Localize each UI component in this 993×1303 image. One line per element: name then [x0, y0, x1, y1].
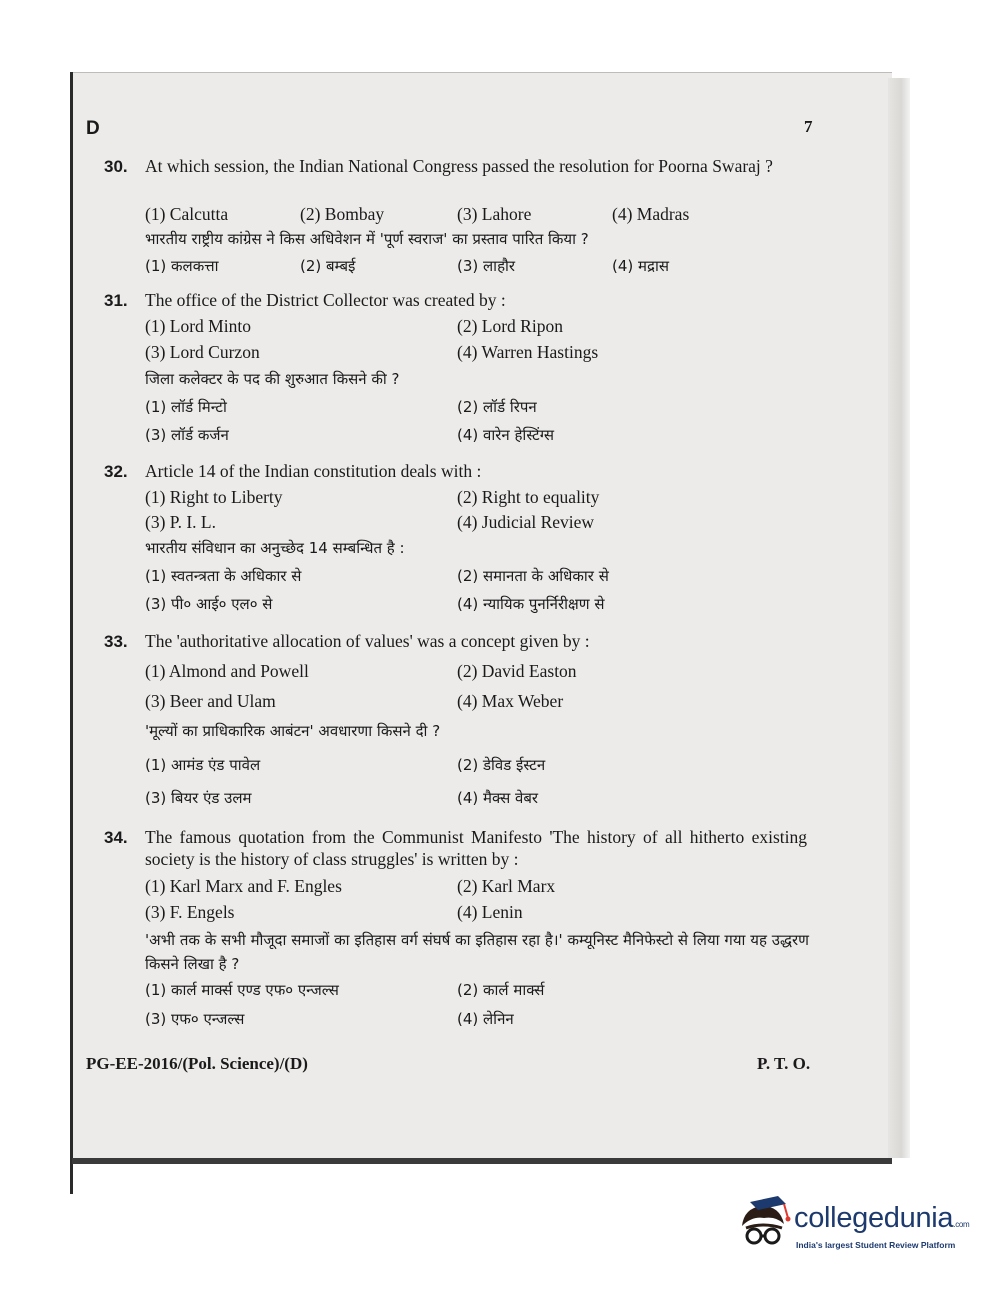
please-turn-over: P. T. O.	[757, 1054, 811, 1073]
option-en: (3) P. I. L.	[145, 512, 216, 532]
option-hi: (3) एफ० एन्जल्स	[145, 1010, 245, 1028]
option-en: (1) Lord Minto	[145, 316, 251, 336]
question-text-en: The 'authoritative allocation of values' was a concept given by :	[145, 631, 590, 651]
question-text-hi: 'अभी तक के सभी मौजूदा समाजों का इतिहास वर्ग संघर्ष का इतिहास रहा है।' कम्यूनिस्ट मैनिफेस्टो से लिया गया यह उद्धरण किसने लिखा है ?	[145, 931, 809, 973]
option-hi: (2) कार्ल मार्क्स	[457, 981, 545, 999]
option-hi: (3) लॉर्ड कर्जन	[145, 426, 229, 444]
option-en: (4) Warren Hastings	[457, 342, 599, 362]
question-text-hi: जिला कलेक्टर के पद की शुरुआत किसने की ?	[145, 370, 400, 388]
option-en: (2) Lord Ripon	[457, 316, 563, 336]
option-hi: (3) बियर एंड उलम	[145, 789, 252, 807]
option-hi: (3) लाहौर	[457, 257, 516, 275]
option-en: (3) F. Engels	[145, 902, 235, 922]
brand-tagline: India's largest Student Review Platform	[796, 1240, 956, 1250]
page-number: 7	[804, 117, 813, 136]
option-hi: (4) लेनिन	[457, 1010, 514, 1028]
question-text-en: At which session, the Indian National Congress passed the resolution for Poorna Swaraj ?	[145, 156, 773, 176]
question-number: 34.	[104, 828, 128, 847]
question-text-en: The famous quotation from the Communist Manifesto 'The history of all hitherto existing society is the history of class struggles' is written by :	[145, 827, 807, 869]
option-en: (1) Karl Marx and F. Engles	[145, 876, 342, 896]
option-en: (3) Lord Curzon	[145, 342, 260, 362]
option-en: (2) Right to equality	[457, 487, 600, 507]
option-en: (1) Calcutta	[145, 204, 229, 224]
option-en: (2) Bombay	[300, 204, 385, 224]
option-hi: (2) डेविड ईस्टन	[457, 756, 546, 774]
option-hi: (2) समानता के अधिकार से	[457, 567, 609, 585]
option-hi: (1) कार्ल मार्क्स एण्ड एफ० एन्जल्स	[145, 981, 339, 999]
page-left-border	[70, 72, 73, 1194]
student-mascot-icon	[736, 1196, 792, 1256]
option-hi: (1) आमंड एंड पावेल	[145, 756, 261, 774]
collegedunia-logo[interactable]	[736, 1196, 970, 1260]
option-en: (3) Beer and Ulam	[145, 691, 276, 711]
option-en: (4) Judicial Review	[457, 512, 595, 532]
option-hi: (1) कलकत्ता	[145, 257, 219, 275]
option-hi: (4) वारेन हेस्टिंग्स	[457, 426, 555, 444]
question-number: 31.	[104, 291, 128, 310]
option-en: (2) Karl Marx	[457, 876, 556, 896]
question-text-en: The office of the District Collector was created by :	[145, 290, 506, 310]
brand-domain: .com	[953, 1220, 970, 1229]
page-edge-shadow	[888, 78, 910, 1158]
question-number: 32.	[104, 462, 128, 481]
option-en: (2) David Easton	[457, 661, 577, 681]
option-en: (1) Right to Liberty	[145, 487, 283, 507]
option-hi: (2) लॉर्ड रिपन	[457, 398, 537, 416]
option-en: (4) Lenin	[457, 902, 523, 922]
page-bottom-border	[72, 1158, 892, 1164]
option-en: (4) Max Weber	[457, 691, 564, 711]
option-en: (4) Madras	[612, 204, 690, 224]
question-number: 33.	[104, 632, 128, 651]
question-text-en: Article 14 of the Indian constitution deals with :	[145, 461, 482, 481]
question-text-hi: 'मूल्यों का प्राधिकारिक आबंटन' अवधारणा किसने दी ?	[145, 722, 441, 740]
question-text-hi: भारतीय संविधान का अनुच्छेद 14 सम्बन्धित है :	[145, 539, 405, 557]
option-hi: (4) मद्रास	[612, 257, 669, 275]
option-hi: (3) पी० आई० एल० से	[145, 595, 273, 613]
option-hi: (4) न्यायिक पुनर्निरीक्षण से	[457, 595, 605, 613]
option-hi: (1) स्वतन्त्रता के अधिकार से	[145, 567, 302, 585]
option-en: (3) Lahore	[457, 204, 532, 224]
option-hi: (4) मैक्स वेबर	[457, 789, 539, 807]
series-letter: D	[86, 118, 100, 139]
question-number: 30.	[104, 157, 128, 176]
option-en: (1) Almond and Powell	[145, 661, 309, 681]
paper-code: PG-EE-2016/(Pol. Science)/(D)	[86, 1054, 308, 1073]
option-hi: (1) लॉर्ड मिन्टो	[145, 398, 227, 416]
option-hi: (2) बम्बई	[300, 257, 356, 275]
brand-name: collegedunia	[794, 1202, 954, 1234]
question-text-hi: भारतीय राष्ट्रीय कांग्रेस ने किस अधिवेशन में 'पूर्ण स्वराज' का प्रस्ताव पारित किया ?	[145, 230, 589, 248]
